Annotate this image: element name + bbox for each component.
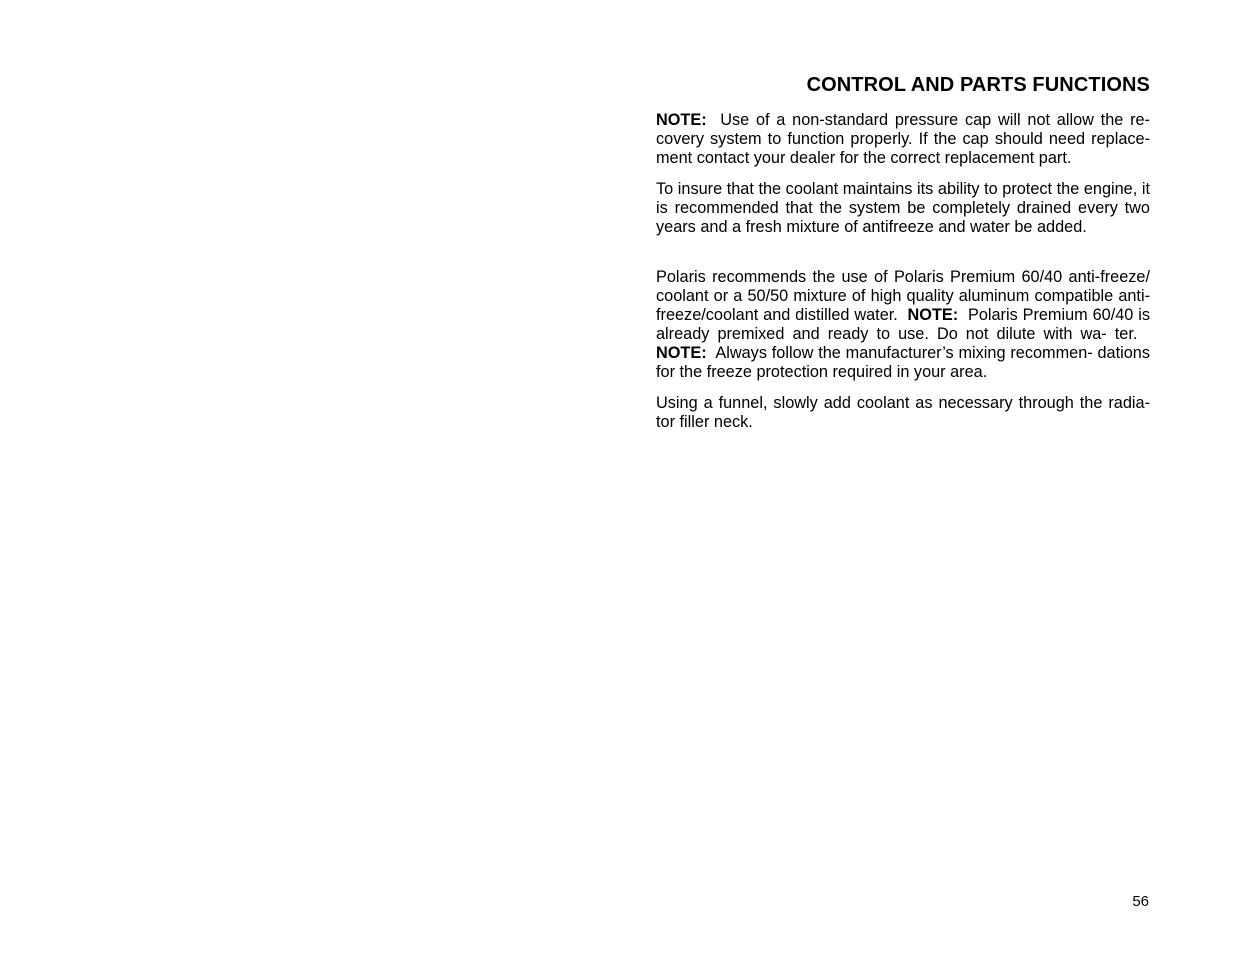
paragraph-text: Polaris Premium 60/40 is already premixed and ready to use. Do not dilute with wa- ter. — [656, 306, 1150, 343]
text-column — [656, 74, 1150, 444]
section-title: CONTROL AND PARTS FUNCTIONS — [806, 74, 1150, 96]
coolant-recommendation-paragraph — [656, 268, 1150, 382]
note-label: NOTE: — [907, 306, 959, 324]
paragraph-text: Using a funnel, slowly add coolant as necessary through the radia- tor filler neck. — [656, 394, 1150, 431]
paragraph-text: Use of a non-standard pressure cap will not allow the re- covery system to function properly. If the cap should need replace- ment contact your dealer for the correct replacement part. — [656, 111, 1150, 167]
paragraph-text: Polaris recommends the use of Polaris Premium 60/40 anti-freeze/ coolant or a 50/50 mixture of high quality aluminum compatible anti-freeze/coolant and distilled water. — [656, 268, 1150, 324]
pressure-cap-note-paragraph — [656, 111, 1150, 168]
funnel-paragraph — [656, 394, 1150, 432]
coolant-drain-paragraph — [656, 180, 1150, 237]
note-label: NOTE: — [656, 111, 707, 129]
paragraph-text: Always follow the manufacturer’s mixing recommen- dations for the freeze protection required in your area. — [656, 344, 1150, 381]
note-label: NOTE: — [656, 344, 707, 362]
paragraph-text: To insure that the coolant maintains its ability to protect the engine, it is recommended that the system be completely drained every two years and a fresh mixture of antifreeze and water be added. — [656, 180, 1150, 236]
page-number: 56 — [1132, 893, 1149, 910]
